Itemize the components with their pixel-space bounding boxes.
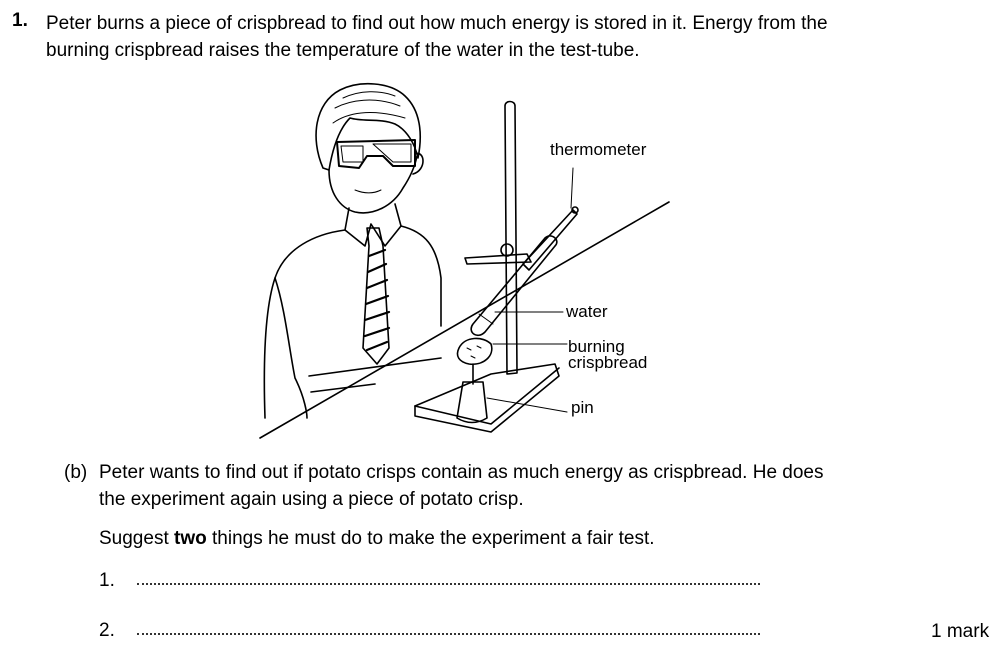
- label-burning: burning: [568, 337, 625, 356]
- boy-hair-strands: [333, 92, 405, 123]
- belt: [309, 358, 441, 392]
- question-stem: [46, 10, 946, 64]
- thermometer-leader: [571, 168, 573, 208]
- shirt: [264, 226, 441, 418]
- part-b-label: (b): [64, 462, 88, 483]
- label-water: water: [566, 302, 608, 321]
- goggles-inner: [341, 144, 411, 162]
- label-thermometer: thermometer: [550, 140, 647, 159]
- crispbread-texture: [467, 346, 481, 358]
- shirt-arm: [275, 278, 307, 418]
- crispbread: [457, 338, 491, 364]
- label-pin: pin: [571, 398, 594, 417]
- answer-line-1[interactable]: [137, 583, 760, 585]
- mark-allocation: 1 mark: [931, 621, 990, 642]
- part-b-text: [99, 459, 899, 513]
- experiment-drawing: [255, 78, 675, 448]
- answer-number-2: 2.: [99, 620, 115, 641]
- boy-face: [329, 156, 417, 213]
- part-b-line-2: the experiment again using a piece of potato crisp.: [99, 489, 524, 510]
- boy-mouth: [355, 190, 381, 193]
- instruction-start: Suggest: [99, 528, 174, 549]
- test-tube: [471, 236, 557, 335]
- collar: [345, 204, 401, 246]
- part-b-line-1: Peter wants to find out if potato crisps contain as much energy as crispbread. He does: [99, 462, 824, 483]
- experiment-illustration: [255, 78, 675, 448]
- boy-hair: [316, 84, 420, 170]
- pin-leader: [487, 398, 567, 412]
- tube-water-line: [479, 314, 493, 324]
- question-line-2: burning crispbread raises the temperature of the water in the test-tube.: [46, 40, 640, 61]
- instruction-emphasis: two: [174, 528, 207, 549]
- question-number: 1.: [12, 10, 28, 31]
- clamp-knob: [501, 244, 513, 256]
- stand-pole: [505, 102, 517, 375]
- instruction-end: things he must do to make the experiment a fair test.: [206, 528, 655, 549]
- instruction: [99, 525, 655, 552]
- answer-number-1: 1.: [99, 570, 115, 591]
- label-crispbread: crispbread: [568, 353, 648, 372]
- answer-line-2[interactable]: [137, 633, 760, 635]
- clamp-arm: [465, 254, 531, 264]
- question-line-1: Peter burns a piece of crispbread to find out how much energy is stored in it. Energy from the: [46, 13, 828, 34]
